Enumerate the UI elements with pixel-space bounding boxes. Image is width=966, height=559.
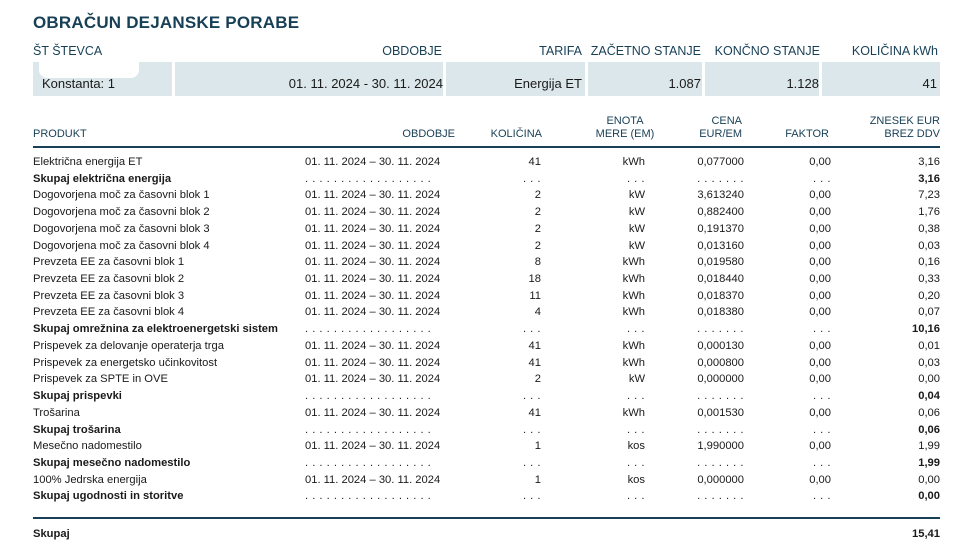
- row-factor: 0,00: [809, 473, 831, 486]
- row-unit: kWh: [622, 156, 645, 168]
- row-name: Prispevek za energetsko učinkovitost: [33, 356, 218, 369]
- row-quantity: 18: [528, 273, 541, 286]
- row-unit: kW: [628, 239, 645, 252]
- meter-header-tarifa: TARIFA: [539, 44, 582, 58]
- col-header-enota: ENOTA MERE (EM): [595, 115, 655, 140]
- row-period: 01. 11. 2024 – 30. 11. 2024: [305, 289, 441, 302]
- row-name: Skupaj mesečno nadomestilo: [33, 456, 191, 469]
- row-name: Skupaj ugodnosti in storitve: [33, 490, 184, 503]
- row-name: Dogovorjena moč za časovni blok 3: [33, 222, 210, 235]
- row-period: 01. 11. 2024 – 30. 11. 2024: [305, 222, 441, 235]
- table-row: [33, 156, 940, 172]
- meter-kolicina-cell: [822, 62, 937, 96]
- meter-header-zacetno: ZAČETNO STANJE: [590, 44, 701, 58]
- row-quantity: 1: [534, 440, 541, 453]
- table-row: [33, 373, 940, 389]
- row-quantity: 41: [528, 356, 541, 369]
- table-row: [33, 273, 940, 289]
- row-unit: . . .: [626, 490, 645, 503]
- row-name: Dogovorjena moč za časovni blok 1: [33, 189, 210, 202]
- row-amount: 0,33: [918, 273, 940, 286]
- row-unit: kW: [628, 206, 645, 219]
- subtotal-row: [33, 173, 940, 189]
- row-unit: kWh: [622, 339, 645, 352]
- meter-koncno-cell: [705, 62, 819, 96]
- row-unit: kW: [628, 189, 645, 202]
- row-quantity: 41: [528, 339, 541, 352]
- row-price: 1,990000: [697, 440, 744, 453]
- row-factor: 0,00: [809, 156, 831, 168]
- row-factor: . . .: [812, 423, 831, 436]
- table-row: [33, 206, 940, 222]
- row-quantity: 2: [534, 206, 541, 219]
- row-price: 0,000000: [697, 473, 744, 486]
- row-period: . . . . . . . . . . . . . . . . . .: [305, 456, 432, 469]
- row-name: Dogovorjena moč za časovni blok 4: [33, 239, 210, 252]
- row-amount: 0,03: [918, 356, 940, 369]
- meter-header-koncno: KONČNO STANJE: [714, 44, 820, 58]
- table-row: [33, 306, 940, 322]
- meter-zacetno: 1.087: [668, 76, 701, 91]
- row-amount: 0,06: [918, 406, 940, 419]
- row-amount: 1,76: [918, 206, 940, 219]
- row-quantity: 2: [534, 222, 541, 235]
- row-factor: 0,00: [809, 289, 831, 302]
- table-row: [33, 256, 940, 272]
- row-name: Prevzeta EE za časovni blok 2: [33, 273, 185, 286]
- row-unit: kW: [628, 373, 645, 386]
- table-row: [33, 440, 940, 456]
- row-factor: 0,00: [809, 222, 831, 235]
- table-row: [33, 474, 940, 490]
- row-amount: 0,04: [918, 390, 940, 403]
- row-quantity: . . .: [522, 423, 541, 436]
- row-period: 01. 11. 2024 – 30. 11. 2024: [305, 206, 441, 219]
- row-name: Prevzeta EE za časovni blok 4: [33, 306, 185, 319]
- table-row: [33, 290, 940, 306]
- row-name: Trošarina: [33, 406, 80, 419]
- row-factor: 0,00: [809, 339, 831, 352]
- row-unit: kW: [628, 222, 645, 235]
- row-price: 0,001530: [697, 406, 744, 419]
- row-quantity: 2: [534, 189, 541, 202]
- row-unit: kos: [627, 440, 645, 453]
- row-amount: 1,99: [918, 456, 940, 469]
- row-factor: 0,00: [809, 406, 831, 419]
- row-period: 01. 11. 2024 – 30. 11. 2024: [305, 473, 441, 486]
- row-factor: . . .: [812, 390, 831, 403]
- row-quantity: 4: [534, 306, 541, 319]
- row-quantity: 1: [534, 473, 541, 486]
- row-quantity: . . .: [522, 172, 541, 185]
- row-price: 0,077000: [697, 156, 744, 168]
- row-unit: kWh: [622, 306, 645, 319]
- row-amount: 3,16: [918, 156, 940, 168]
- row-price: . . . . . . .: [697, 423, 744, 436]
- row-unit: kWh: [622, 406, 645, 419]
- row-factor: . . .: [812, 490, 831, 503]
- row-price: 0,000000: [697, 373, 744, 386]
- row-name: 100% Jedrska energija: [33, 473, 147, 486]
- row-name: Mesečno nadomestilo: [33, 440, 142, 453]
- row-name: Prevzeta EE za časovni blok 3: [33, 289, 185, 302]
- row-period: . . . . . . . . . . . . . . . . . .: [305, 323, 432, 336]
- row-period: 01. 11. 2024 – 30. 11. 2024: [305, 406, 441, 419]
- row-factor: . . .: [812, 456, 831, 469]
- table-row: [33, 357, 940, 373]
- subtotal-row: [33, 323, 940, 339]
- row-amount: 3,16: [918, 172, 940, 185]
- row-factor: 0,00: [809, 356, 831, 369]
- row-amount: 0,00: [918, 373, 940, 386]
- row-price: 0,018370: [697, 289, 744, 302]
- row-quantity: 8: [534, 256, 541, 269]
- row-quantity: . . .: [522, 490, 541, 503]
- total-divider: [33, 517, 940, 519]
- row-name: Skupaj omrežnina za elektroenergetski sistem: [33, 323, 278, 336]
- row-amount: 0,00: [918, 490, 940, 503]
- row-unit: kos: [627, 473, 645, 486]
- row-unit: kWh: [622, 273, 645, 286]
- row-name: Prispevek za SPTE in OVE: [33, 373, 168, 386]
- row-price: 0,000130: [697, 339, 744, 352]
- row-period: . . . . . . . . . . . . . . . . . .: [305, 390, 432, 403]
- table-row: [33, 189, 940, 205]
- subtotal-row: [33, 424, 940, 440]
- meter-tarifa: Energija ET: [514, 76, 582, 91]
- subtotal-row: [33, 457, 940, 473]
- row-price: 0,019580: [697, 256, 744, 269]
- col-header-produkt: PRODUKT: [33, 128, 87, 140]
- row-unit: . . .: [626, 456, 645, 469]
- row-quantity: 2: [534, 373, 541, 386]
- row-factor: 0,00: [809, 373, 831, 386]
- row-price: . . . . . . .: [697, 456, 744, 469]
- row-amount: 1,99: [918, 440, 940, 453]
- row-name: Skupaj električna energija: [33, 172, 172, 185]
- row-factor: 0,00: [809, 206, 831, 219]
- row-period: . . . . . . . . . . . . . . . . . .: [305, 490, 432, 503]
- row-unit: . . .: [626, 323, 645, 336]
- meter-header-st-stevca: ŠT ŠTEVCA: [33, 44, 103, 58]
- total-label: Skupaj: [33, 528, 70, 540]
- subtotal-row: [33, 390, 940, 406]
- row-name: Skupaj trošarina: [33, 423, 121, 436]
- col-header-obdobje: OBDOBJE: [402, 128, 455, 140]
- header-divider: [33, 146, 940, 148]
- row-price: 3,613240: [697, 189, 744, 202]
- row-price: 0,882400: [697, 206, 744, 219]
- meter-koncno: 1.128: [786, 76, 819, 91]
- meter-tarifa-cell: [446, 62, 582, 96]
- row-period: 01. 11. 2024 – 30. 11. 2024: [305, 239, 441, 252]
- row-factor: 0,00: [809, 273, 831, 286]
- row-factor: 0,00: [809, 256, 831, 269]
- row-price: . . . . . . .: [697, 490, 744, 503]
- row-price: 0,018380: [697, 306, 744, 319]
- row-unit: kWh: [622, 256, 645, 269]
- row-name: Skupaj prispevki: [33, 390, 122, 403]
- row-amount: 0,03: [918, 239, 940, 252]
- row-price: 0,191370: [697, 222, 744, 235]
- row-amount: 0,38: [918, 222, 940, 235]
- row-factor: 0,00: [809, 306, 831, 319]
- row-period: 01. 11. 2024 – 30. 11. 2024: [305, 339, 441, 352]
- meter-period: 01. 11. 2024 - 30. 11. 2024: [288, 76, 443, 91]
- subtotal-row: [33, 490, 940, 506]
- row-unit: . . .: [626, 172, 645, 185]
- row-quantity: 2: [534, 239, 541, 252]
- row-price: 0,000800: [697, 356, 744, 369]
- row-period: 01. 11. 2024 – 30. 11. 2024: [305, 256, 441, 269]
- row-period: 01. 11. 2024 – 30. 11. 2024: [305, 373, 441, 386]
- row-amount: 7,23: [918, 189, 940, 202]
- page-title: OBRAČUN DEJANSKE PORABE: [33, 13, 300, 32]
- meter-konstanta-cell: [33, 62, 172, 96]
- meter-period-cell: [175, 62, 443, 96]
- row-amount: 0,07: [918, 306, 940, 319]
- row-unit: . . .: [626, 423, 645, 436]
- meter-header-kolicina: KOLIČINA kWh: [851, 44, 938, 58]
- row-quantity: . . .: [522, 456, 541, 469]
- table-row: [33, 340, 940, 356]
- row-quantity: 41: [528, 406, 541, 419]
- meter-header-obdobje: OBDOBJE: [382, 44, 442, 58]
- row-price: 0,013160: [697, 239, 744, 252]
- row-price: . . . . . . .: [697, 323, 744, 336]
- row-factor: . . .: [812, 172, 831, 185]
- row-factor: 0,00: [809, 239, 831, 252]
- row-period: 01. 11. 2024 – 30. 11. 2024: [305, 156, 441, 168]
- table-row: [33, 223, 940, 239]
- row-unit: kWh: [622, 289, 645, 302]
- meter-konstanta: Konstanta: 1: [42, 76, 115, 91]
- row-period: 01. 11. 2024 – 30. 11. 2024: [305, 440, 441, 453]
- col-header-cena: CENA EUR/EM: [699, 115, 742, 140]
- row-name: Prispevek za delovanje operaterja trga: [33, 339, 224, 352]
- row-factor: . . .: [812, 323, 831, 336]
- row-period: 01. 11. 2024 – 30. 11. 2024: [305, 189, 441, 202]
- meter-kolicina: 41: [922, 76, 937, 91]
- total-row: [33, 528, 940, 544]
- row-period: . . . . . . . . . . . . . . . . . .: [305, 172, 432, 185]
- row-name: Prevzeta EE za časovni blok 1: [33, 256, 185, 269]
- row-amount: 0,06: [918, 423, 940, 436]
- meter-data-band: [33, 62, 940, 96]
- row-factor: 0,00: [809, 440, 831, 453]
- table-row: [33, 407, 940, 423]
- row-quantity: 41: [528, 156, 541, 168]
- row-period: . . . . . . . . . . . . . . . . . .: [305, 423, 432, 436]
- row-factor: 0,00: [809, 189, 831, 202]
- row-name: Električna energija ET: [33, 156, 143, 168]
- row-period: 01. 11. 2024 – 30. 11. 2024: [305, 356, 441, 369]
- row-price: . . . . . . .: [697, 172, 744, 185]
- row-quantity: . . .: [522, 323, 541, 336]
- row-price: . . . . . . .: [697, 390, 744, 403]
- table-row: [33, 240, 940, 256]
- row-unit: . . .: [626, 390, 645, 403]
- row-amount: 0,16: [918, 256, 940, 269]
- row-name: Dogovorjena moč za časovni blok 2: [33, 206, 210, 219]
- col-header-faktor: FAKTOR: [785, 128, 829, 140]
- row-amount: 0,00: [918, 473, 940, 486]
- row-amount: 0,01: [918, 339, 940, 352]
- row-period: 01. 11. 2024 – 30. 11. 2024: [305, 273, 441, 286]
- col-header-kolicina: KOLIČINA: [490, 128, 542, 140]
- meter-zacetno-cell: [588, 62, 701, 96]
- row-amount: 0,20: [918, 289, 940, 302]
- row-quantity: 11: [529, 289, 541, 302]
- row-price: 0,018440: [697, 273, 744, 286]
- row-period: 01. 11. 2024 – 30. 11. 2024: [305, 306, 441, 319]
- col-header-znesek: ZNESEK EUR BREZ DDV: [869, 115, 940, 140]
- row-unit: kWh: [622, 356, 645, 369]
- row-quantity: . . .: [522, 390, 541, 403]
- total-amount: 15,41: [912, 528, 940, 540]
- row-amount: 10,16: [912, 323, 940, 336]
